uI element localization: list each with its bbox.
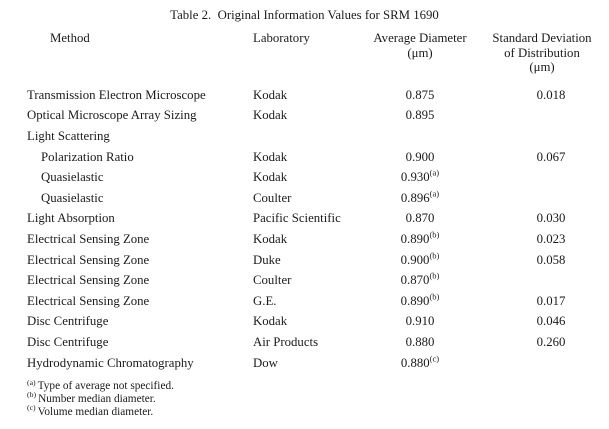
laboratory-cell: Kodak xyxy=(253,170,288,185)
avg-diameter-cell xyxy=(365,167,475,188)
method-cell: Polarization Ratio xyxy=(41,149,134,164)
laboratory-cell: Kodak xyxy=(253,314,288,329)
avg-diameter-cell xyxy=(365,229,475,250)
avg-superscript: (b) xyxy=(429,270,440,281)
footnote xyxy=(27,403,609,419)
std-dev-cell xyxy=(475,106,609,127)
method-cell: Electrical Sensing Zone xyxy=(27,273,150,288)
std-dev-cell: 0.018 xyxy=(536,87,566,102)
column-header-method xyxy=(0,31,253,85)
std-dev-cell xyxy=(475,188,609,209)
avg-diameter-cell xyxy=(365,147,475,168)
std-dev-cell xyxy=(475,353,609,374)
avg-value: 0.880 xyxy=(405,334,435,349)
std-dev-cell: 0.023 xyxy=(536,231,566,246)
column-header-line: (μm) xyxy=(407,45,433,60)
table-row xyxy=(0,291,609,312)
table-header xyxy=(0,31,609,85)
avg-superscript: (b) xyxy=(429,229,440,240)
avg-value: 0.895 xyxy=(405,108,435,123)
avg-superscript: (a) xyxy=(429,188,440,199)
laboratory-cell: Coulter xyxy=(253,273,292,288)
column-header-line: (μm) xyxy=(529,60,555,74)
method-cell: Light Absorption xyxy=(27,211,115,226)
avg-diameter-cell xyxy=(365,312,475,333)
table-title: Table 2. Original Information Values for SRM 1690 xyxy=(170,8,439,22)
footnote-text: Number median diameter. xyxy=(38,393,156,406)
std-dev-cell: 0.260 xyxy=(536,334,566,349)
column-header-std-dev xyxy=(475,31,609,85)
table-row xyxy=(0,270,609,291)
avg-diameter-cell xyxy=(365,188,475,209)
footnote xyxy=(27,390,609,406)
avg-value: 0.870 xyxy=(405,211,435,226)
table-row xyxy=(0,353,609,374)
std-dev-cell: 0.046 xyxy=(536,314,566,329)
table-row xyxy=(0,126,609,147)
avg-value: 0.875 xyxy=(405,87,435,102)
avg-diameter-cell xyxy=(365,209,475,230)
avg-value: 0.900 xyxy=(405,149,435,164)
table-body xyxy=(0,85,609,373)
std-dev-cell xyxy=(475,126,609,147)
avg-diameter-cell xyxy=(365,106,475,127)
laboratory-cell: Kodak xyxy=(253,108,288,123)
method-cell: Optical Microscope Array Sizing xyxy=(27,108,197,123)
method-cell: Transmission Electron Microscope xyxy=(27,87,206,102)
table-row xyxy=(0,106,609,127)
footnotes xyxy=(0,377,609,418)
laboratory-cell: Kodak xyxy=(253,87,288,102)
footnote-marker: (a) xyxy=(27,377,36,387)
avg-value: 0.900 xyxy=(400,252,430,267)
avg-value: 0.880 xyxy=(400,355,430,370)
laboratory-cell: G.E. xyxy=(253,293,277,308)
footnote-marker: (b) xyxy=(27,390,37,400)
table-row xyxy=(0,250,609,271)
laboratory-cell: Kodak xyxy=(253,149,288,164)
avg-diameter-cell xyxy=(365,126,475,147)
laboratory-cell: Coulter xyxy=(253,190,292,205)
std-dev-cell xyxy=(475,270,609,291)
footnote xyxy=(27,377,609,393)
table-row xyxy=(0,167,609,188)
std-dev-cell: 0.067 xyxy=(536,149,566,164)
avg-diameter-cell xyxy=(365,250,475,271)
footnote-text: Type of average not specified. xyxy=(37,380,174,393)
laboratory-cell: Duke xyxy=(253,252,281,267)
std-dev-cell: 0.030 xyxy=(536,211,566,226)
method-cell: Disc Centrifuge xyxy=(27,334,109,349)
table-row xyxy=(0,85,609,106)
std-dev-cell xyxy=(475,167,609,188)
laboratory-cell: Pacific Scientific xyxy=(253,211,341,226)
avg-value: 0.910 xyxy=(405,314,435,329)
avg-superscript: (b) xyxy=(429,250,440,261)
method-cell: Electrical Sensing Zone xyxy=(27,252,150,267)
avg-superscript: (b) xyxy=(429,291,440,302)
method-cell: Electrical Sensing Zone xyxy=(27,231,150,246)
method-cell: Electrical Sensing Zone xyxy=(27,293,150,308)
column-header-label: Laboratory xyxy=(253,31,310,45)
laboratory-cell: Dow xyxy=(253,355,278,370)
avg-superscript: (a) xyxy=(429,167,440,178)
column-header-laboratory xyxy=(253,31,365,85)
avg-diameter-cell xyxy=(365,270,475,291)
method-cell: Hydrodynamic Chromatography xyxy=(27,355,194,370)
table-row xyxy=(0,332,609,353)
laboratory-cell xyxy=(253,126,365,147)
header-row xyxy=(0,31,609,85)
laboratory-cell: Kodak xyxy=(253,231,288,246)
avg-diameter-cell xyxy=(365,353,475,374)
method-cell: Disc Centrifuge xyxy=(27,314,109,329)
avg-value: 0.890 xyxy=(400,231,430,246)
footnote-marker: (c) xyxy=(27,403,36,413)
footnote-text: Volume median diameter. xyxy=(37,405,154,418)
avg-value: 0.896 xyxy=(400,190,430,205)
std-dev-cell: 0.017 xyxy=(536,293,566,308)
column-header-line: Standard Deviation xyxy=(492,31,592,45)
table-row xyxy=(0,312,609,333)
method-cell: Light Scattering xyxy=(27,128,110,143)
table-row xyxy=(0,209,609,230)
avg-diameter-cell xyxy=(365,332,475,353)
table-row xyxy=(0,188,609,209)
avg-value: 0.890 xyxy=(400,293,430,308)
table-row xyxy=(0,147,609,168)
column-header-avg-diameter xyxy=(365,31,475,85)
table-row xyxy=(0,229,609,250)
data-table xyxy=(0,31,609,373)
avg-value: 0.870 xyxy=(400,273,430,288)
column-header-line: Average Diameter xyxy=(373,31,467,45)
avg-diameter-cell xyxy=(365,291,475,312)
column-header-label: Method xyxy=(50,31,90,45)
laboratory-cell: Air Products xyxy=(253,334,319,349)
std-dev-cell: 0.058 xyxy=(536,252,566,267)
method-cell: Quasielastic xyxy=(41,170,104,185)
avg-superscript: (c) xyxy=(429,353,440,364)
method-cell: Quasielastic xyxy=(41,190,104,205)
avg-diameter-cell xyxy=(365,85,475,106)
avg-value: 0.930 xyxy=(400,170,430,185)
column-header-line: of Distribution xyxy=(504,45,580,60)
